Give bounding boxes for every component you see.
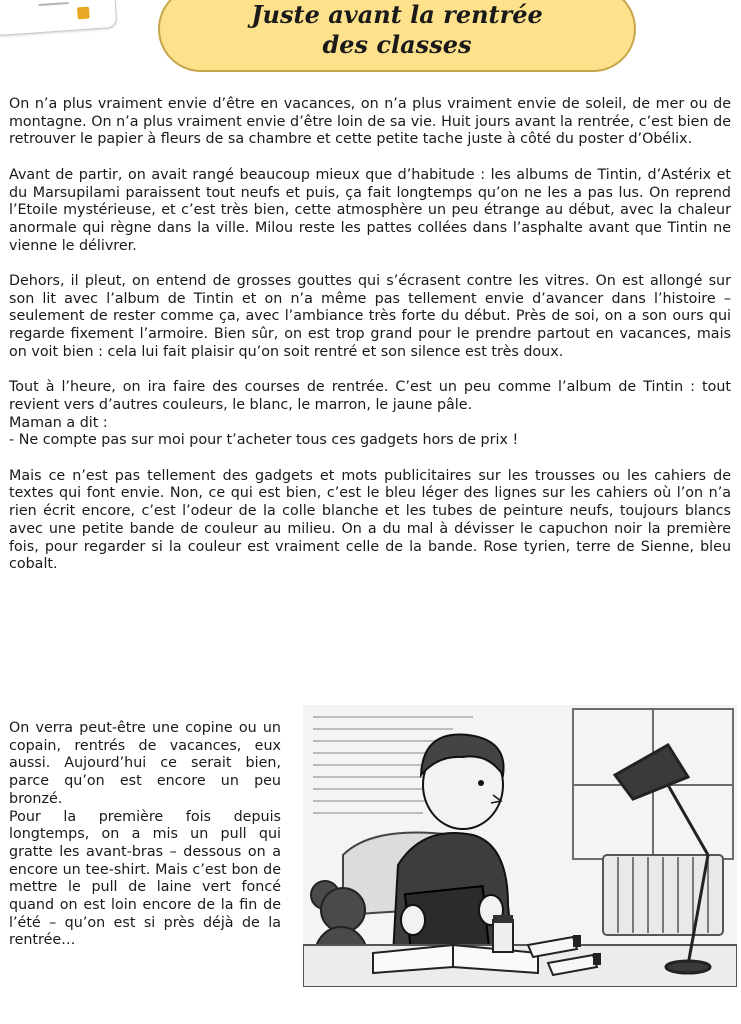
paragraph-1: On n’a plus vraiment envie d’être en vacances, on n’a plus vraiment envie de soleil, de mer ou de montagne. On n’a plus vraiment envie d’être loin de sa vie. Huit jours avant la rentrée, c’est bien de retrouver le papier à fleurs de sa chambre et cette petite tache juste à côté du poster d’Obélix.: [9, 96, 731, 148]
corner-logo-icon: [77, 7, 90, 20]
paragraph-6: - Ne compte pas sur moi pour t’acheter tous ces gadgets hors de prix !: [9, 432, 519, 449]
paragraph-5: Maman a dit :: [9, 414, 108, 431]
paragraph-4: Tout à l’heure, on ira faire des courses de rentrée. C’est un peu comme l’album de Tintin : tout revient vers d’autres couleurs, le blanc, le marron, le jaune pâle.: [9, 379, 731, 413]
child-reading-illustration: [303, 705, 737, 987]
title-banner: [158, 0, 636, 72]
corner-logo-card: [0, 0, 117, 36]
paragraph-7: Mais ce n’est pas tellement des gadgets et mots publicitaires sur les trousses ou les cahiers de textes qui font envie. Non, ce qui est bien, c’est le bleu léger des lignes sur les cahiers où l’on n’a rien écrit encore, c’est l’odeur de la colle blanche et les tubes de peinture neufs, toujours blancs avec une petite bande de couleur au milieu. On a du mal à dévisser le capuchon noir la première fois, pour regarder si la couleur est vraiment celle de la bande. Rose tyrien, terre de Sienne, bleu cobalt.: [9, 467, 731, 573]
side-text: [9, 720, 281, 950]
main-text: [9, 96, 731, 592]
page-title: Juste avant la rentrée des classes: [251, 0, 543, 59]
paragraph-3: Dehors, il pleut, on entend de grosses gouttes qui s’écrasent contre les vitres. On est allongé sur son lit avec l’album de Tintin et on n’a même pas tellement envie d’avancer dans l’histoire – seulement de rester comme ça, avec l’ambiance très forte du début. Près de soi, on a son ours qui regarde fixement l’armoire. Bien sûr, on est trop grand pour le prendre partout en vacances, mais on voit bien : cela lui fait plaisir qu’on soit rentré et son silence est très doux.: [9, 273, 731, 360]
paragraph-2: Avant de partir, on avait rangé beaucoup mieux que d’habitude : les albums de Tintin, d’Astérix et du Marsupilami paraissent tout neufs et puis, ça fait longtemps qu’on ne les a pas lus. On reprend l’Etoile mystérieuse, et c’est très bien, cette atmosphère un peu étrange au début, avec la chaleur anormale qui règne dans la ville. Milou reste les pattes collées dans l’asphalte avant que Tintin ne vienne le délivrer.: [9, 166, 731, 254]
side-paragraph-1: On verra peut-être une copine ou un copain, rentrés de vacances, eux aussi. Aujourd’hui ce serait bien, parce qu’on est encore un peu bronzé.: [9, 720, 281, 807]
side-paragraph-2: Pour la première fois depuis longtemps, on a mis un pull qui gratte les avant-bras – dessous on a encore un tee-shirt. Mais c’est bon de mettre le pull de laine vert foncé quand on est loin encore de la fin de l’été – qu’on est si près déjà de la rentrée…: [9, 808, 281, 949]
